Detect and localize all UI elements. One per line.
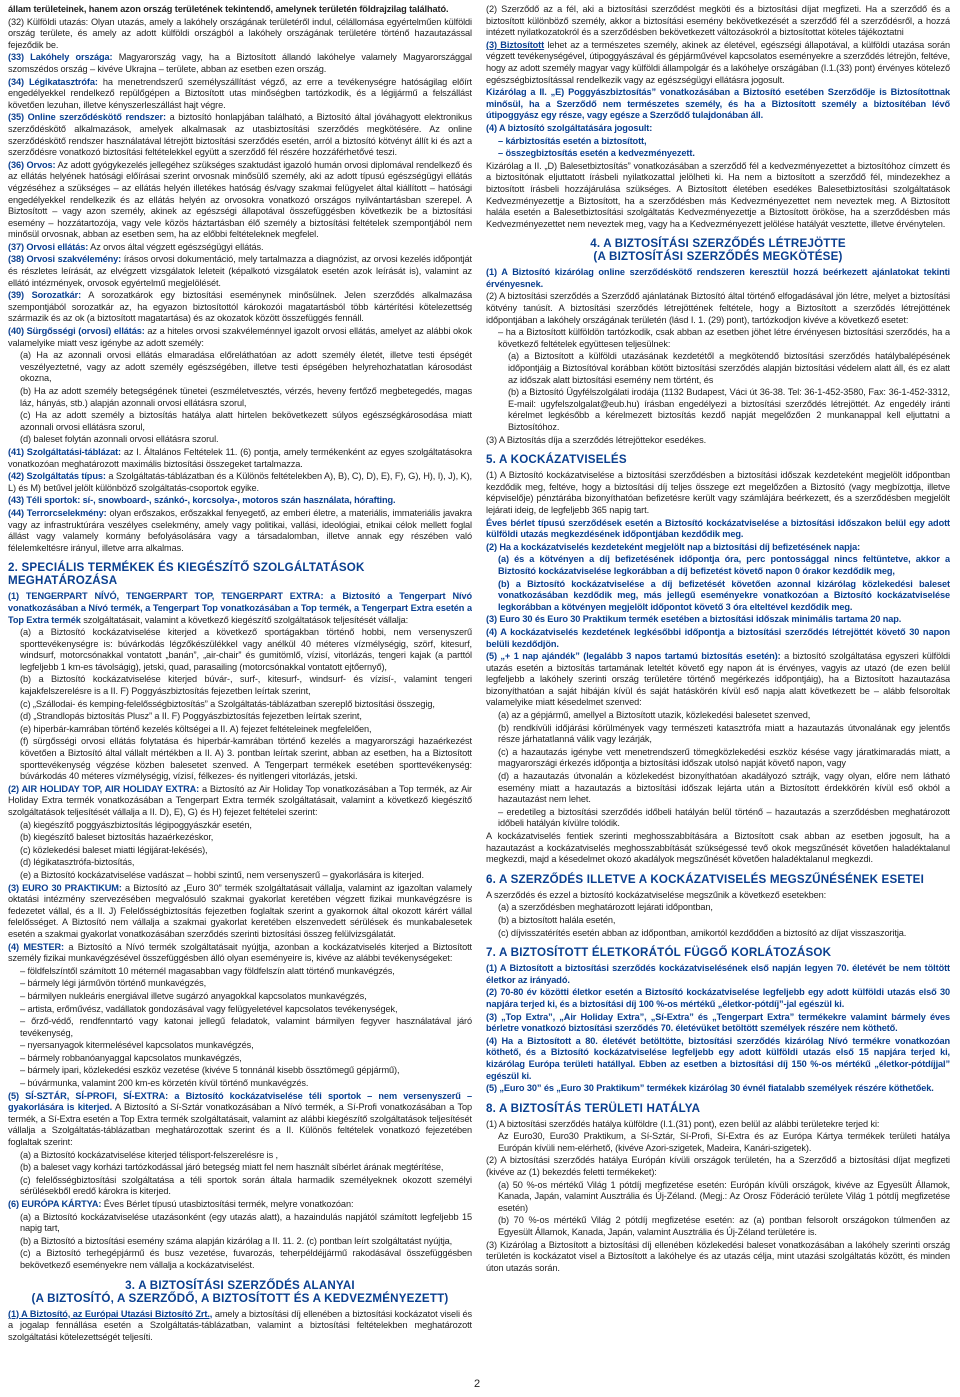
special-2-e: (e) a Biztosító kockázatviselése vadászat – hobbi szintű, nem versenyszerű – gyakorlására is kiterjed. — [20, 869, 424, 880]
contract-1: (1) A Biztosító kizárólag online szerződéskötő rendszeren keresztül hozzá beérkezett ajánlatokat tekinti érvényesnek. — [486, 267, 950, 289]
page-number: 2 — [474, 1378, 481, 1390]
section-4-subtitle: (A BIZTOSÍTÁSI SZERZŐDÉS MEGKÖTÉSE) — [593, 250, 843, 264]
def-40: (40) Sürgősségi (orvosi) ellátás: az a hiteles orvosi szakvéleménnyel igazolt orvosi ellátás, amelyet az alábbi okok valamelyike miatt vesz igénybe az adott személy: — [8, 326, 472, 348]
parties-4-note: Kizárólag a II. „D) Balesetbiztosítás” vonatkozásában a szerződő fél a kedvezményezettet a biztosítóhoz címzett és a biztosítónak eljuttatott írásbeli nyilatkozattal jelölheti ki. Ha nem a biztosított a szerződő fél, mindezekhez a biztosított írásbeli hozzájárulása szükséges. A Biztosított életében esedékes Balesetbiztosítási szolgáltatások Kedvezményezettje a Biztosított, ha a szerződésben más Kedvezményezettet nem neveztek meg. A Biztosított halála esetén a Balesetbiztosítási szolgáltatás Kedvezményezettje a Biztosított örököse, ha a szerződésben más Kedvezményezettet nem neveztek meg, vagy ha a Kedvezményezett jelölése hatályát vesztette, illetve érvénytelen. — [486, 160, 950, 229]
def-40-b: (b) Ha az adott személy betegségének tünetei (eszméletvesztés, vérzés, heveny fertőző megbetegedés, magas láz, hányás, stb.) alapján azonnali orvosi ellátásra szorul, — [20, 386, 472, 408]
special-1: (1) TENGERPART NÍVÓ, TENGERPART TOP, TENGERPART EXTRA: a Biztosító a Tengerpart Nívó vonatkozásában a Nívó termék, a Tengerpart Top vonatkozásában a Top termék, a Tengerpart Extra esetén a Top Extra termék szolgáltatásait, valamint a következő kiegészítő szolgáltatások teljesítését vállalja: — [8, 591, 472, 625]
special-5-c: (c) felelősségbiztosítási szolgáltatása a téli sportok során általa harmadik személyeknek okozott személyi sérülésekből eredő károkra is kiterjed. — [20, 1174, 472, 1197]
age-5: (5) „Euro 30” és „Euro 30 Praktikum” termékek kizárólag 30 évnél fiatalabb személyek részére köthetőek. — [486, 1083, 934, 1094]
special-5-b: (b) a baleset vagy korházi tartózkodással járó betegség miatt fel nem használt síbérlet árának megtérítése, — [20, 1162, 444, 1173]
special-2-a: (a) kiegészítő poggyászbiztosítás légipoggyászkár esetén, — [20, 819, 252, 830]
def-39: (39) Sorozatkár: A sorozatkárok egy biztosítási eseménynek minősülnek. Jelen szerződés alkalmazása szempontjából sorozatkár az, ha egyazon biztosítottól károkozói magatartásból több kártérítési kötelezettség származik és az ok (a biztosított magatartása) és az okozatok között összefüggés fennáll. — [8, 290, 472, 324]
def-44: (44) Terrorcselekmény: olyan erőszakos, erőszakkal fenyegető, az emberi életre, a materiális, immateriális javakra vagy az infrastruktúrára veszélyes cselekmény, amely vagy politikai, vallási, ideológiai, etnikai célok mellett foglal állást vagy valamely kormány befolyásolására vagy a társadalomban, illetve annak egy részében való félelemkeltésre irányul, illetve arra alkalmas. — [8, 507, 472, 553]
risk-2-a: (a) és a kötvényen a díj befizetésének időpontja óra, perc pontossággal nincs feltüntetve, akkor a Biztosító kockázatviselése legkorábban a díj befizetést követő napon 0 órakor kezdődik meg, — [498, 554, 950, 576]
def-36: (36) Orvos: Az adott gyógykezelés jellegéhez szükséges szaktudást igazoló humán orvosi diplomával rendelkező és az ellátás helyének hatósági előírásai szerint orvosnak minősülő személy, aki az adott típusú egészségügyi ellátás végzéséhez a szükséges – az ellátás helyén illetékes hatóság és/vagy szakmai felügyelet által kiállított – hatósági engedélyekkel rendelkezik és az ellátás helyén az orvosokra vonatkozó országos nyilvántartásban szerepel. A Biztosított – vagy azon személy, akinek az egészségi állapotával összefüggésben következik be a biztosítási esemény – hozzátartozója, vagy vele közös háztartásban élő személy a biztosítási feltételek szempontjából nem minősül orvosnak, abban az esetben sem, ha az előbbi feltételeknek megfelel. — [8, 159, 472, 240]
risk-5-a: (a) az a gépjármű, amellyel a Biztosított utazik, közlekedési balesetet szenved, — [498, 710, 811, 721]
special-6-a: (a) a Biztosító kockázatviselése utazásonként (egy utazás alatt), a hazaindulás napjától számított legfeljebb 15 napig tart, — [20, 1211, 472, 1234]
special-4: (4) MESTER: a Biztosító a Nívó termék szolgáltatásait nyújtja, azonban a kockázatviselés kiterjed a Biztosított személy fizikai munkavégzésével összefüggésben álló olyan eseményeire is, kivéve az alábbi tevékenységeket: — [8, 941, 472, 964]
special-4-list-item: – nyersanyagok kitermelésével kapcsolatos munkavégzés, — [20, 1040, 254, 1051]
parties-4-a: – kárbiztosítás esetén a biztosított, — [498, 135, 647, 146]
risk-5-d: (d) a hazautazás útvonalán a közlekedést bizonyíthatóan akadályozó sztrájk, vagy olyan, előre nem látható esemény miatt a hazautazás a biztosítási időszak lejárta után a Biztosított érdekkörén kívül eső okból a hazautazást nem lehet. — [498, 771, 950, 805]
def-34: (34) Légikatasztrófa: ha menetrendszerű személyszállítást végző, az erre a tevékenységre hatóságilag előírt engedélyekkel rendelkező repülőgépen a Biztosított utas minőségben tartózkodik, és a légijármű a felszállást követően lezuhan, illetve kényszerleszállást hajt végre. — [8, 76, 472, 110]
def-42: (42) Szolgáltatás típus: a Szolgáltatás-táblázatban és a Különös feltételekben A), B), C), D), E), F), G), H), I), J), K), L) és M) betűvel jelölt különböző szolgáltatás-csoportok egyike. — [8, 471, 472, 493]
risk-5-b: (b) rendkívüli időjárási körülmények vagy természeti katasztrófa miatt a hazautazás útvonalának egy jelentős része járhatatlanná válik vagy lezárják, — [498, 722, 950, 745]
contract-2-exception: – ha a Biztosított külföldön tartózkodik, csak abban az esetben jöhet létre érvényesen biztosítási szerződés, ha a következő feltételek együttesen teljesülnek: — [498, 327, 950, 349]
parties-1: (1) A Biztosító, az Európai Utazási Biztosító Zrt., amely a biztosítási díj ellenében a biztosítási kockázatot viseli és a jogalap fennállása esetén a Szolgáltatás-táblázatban, valamint a biztosítási feltételekben meghatározott szolgáltatási kötelezettségét teljesíti. — [8, 1308, 472, 1342]
risk-5-e: – eredetileg a biztosítási szerződés időbeli hatályán belül történő – hazautazás a szerződésben meghatározott időbeli hatályán kívülre tolódik. — [498, 806, 950, 829]
special-2-d: (d) légikatasztrófa-biztosítás, — [20, 857, 135, 868]
section-8-heading: 8. A BIZTOSÍTÁS TERÜLETI HATÁLYA — [486, 1101, 701, 1115]
special-2-c: (c) közlekedési baleset miatti légijárat-lekésés), — [20, 844, 208, 855]
risk-4: (4) A kockázatviselés kezdetének legkésőbbi időpontja a biztosítási szerződés létrejöttét követő 30 napon belüli kezdődjön. — [486, 626, 950, 649]
territory-2: (2) A biztosítási szerződés hatálya Európán kívüli országok területén, ha a Szerződő a biztosítási díjat megfizeti (kivéve az (1) bekezdés feletti termékeket): — [486, 1155, 950, 1178]
continued-text: állam területeinek, hanem azon ország területének tekintendő, amelynek területén földrajzilag található. — [8, 4, 449, 14]
special-6-c: (c) a Biztosító terhegépjármű és busz vezetése, fuvarozás, teherpéldéjjármű rakodásával összefüggésben bekövetkező eseményekre nem vállalja a kockázatviselést. — [20, 1248, 472, 1270]
parties-4: (4) A biztosító szolgáltatására jogosult: — [486, 122, 653, 133]
special-5-a: (a) a Biztosító kockázatviselése kiterjed télisport-felszerelésre is , — [20, 1149, 279, 1160]
section-7-heading: 7. A BIZTOSÍTOTT ÉLETKORÁTÓL FÜGGŐ KORLÁTOZÁSOK — [486, 946, 832, 960]
def-40-c: (c) Ha az adott személy a biztosítás hatálya alatt hirtelen bekövetkezett súlyos egészségkárosodása miatt azonnali orvosi ellátásra szorul, — [20, 410, 472, 432]
section-4-title: 4. A BIZTOSÍTÁSI SZERZŐDÉS LÉTREJÖTTE — [590, 237, 846, 251]
contract-3: (3) A Biztosítás díja a szerződés létrejöttekor esedékes. — [486, 434, 707, 445]
special-1-e: (e) hiperbár-kamrában történő kezelés költségei a II. A) fejezet feltételeinek megfelelően, — [20, 723, 372, 734]
risk-1: (1) A Biztosító kockázatviselése a biztosítási szerződésben a biztosítási időszak kezdeteként megjelölt időpontban kezdődik meg, feltéve, hogy a biztosítási díj teljes összege ezt megelőzően a Biztosító (vagy megbízottja, illetve képviselője) pénztárába bizonyíthatóan befizetésre került vagy számlájára beérkezett, és a szerződésben megjelölt lejárati ideig, de legfeljebb 365 napig tart. — [486, 470, 950, 515]
def-38: (38) Orvosi szakvélemény: írásos orvosi dokumentáció, mely tartalmazza a diagnózist, az orvosi kezelés időpontját és részletes leírását, az elvégzett vizsgálatok leleteit (képalkotó vizsgálatok esetén azok leírását is), valamint az ellátó intézmények, orvosok egyértelmű megjelölését. — [8, 254, 472, 288]
risk-5-extension: A kockázatviselés fentiek szerinti meghosszabbítására a Biztosított csak abban az esetben jogosult, ha a hazautazást a kockázatviselés meghosszabbítását szükségessé tevő okok megszűnését követően haladéktalanul megkezdi, majd a késedelmet okozó akadályok megszűnését követően haladéktalanul megkezdi. — [486, 831, 950, 865]
def-40-d: (d) baleset folytán azonnali orvosi ellátásra szorul. — [20, 434, 219, 445]
def-41: (41) Szolgáltatási-táblázat: az I. Általános Feltételek 11. (6) pontja, amely termékenként az egyes szolgáltatásokra vonatkozóan meghatározott maximális biztosítási összegeket tartalmazza. — [8, 446, 472, 469]
special-1-b: (b) a Biztosító kockázatviselése kiterjed búvár-, surf-, kitesurf-, windsurf- és vízisí-, valamint tengeri kajakfelszerelésre is a II. F) Poggyászbiztosítás fejezetben leírtak szerint, — [20, 674, 472, 697]
termination-b: (b) a biztosított halála esetén, — [498, 914, 616, 925]
termination-intro: A szerződés és ezzel a biztosító kockázatviselése megszűnik a következő esetekben: — [486, 889, 827, 900]
age-4: (4) Ha a Biztosított a 80. életévét betöltötte, biztosítási szerződés kizárólag Nívó termékre vonatkozóan köthető, és a Biztosító kockázatviselése legfeljebb egy adott külföldi utazás első 15 napjára terjed ki, kizárólag Európa területi hatállyal. Ebben az esetben a biztosítási díj 150 %-os mértékű „életkor-pótdíjjal” egészül ki. — [486, 1035, 950, 1081]
special-4-list-item: – bármilyen nukleáris energiával illetve sugárzó anyagokkal kapcsolatos munkavégzés, — [20, 990, 367, 1001]
special-1-a: (a) a Biztosító kockázatviselése kiterjed a következő sportágakban történő hobbi, nem versenyszerű sporttevékenységre is: búvárkodás légzőkészülékkel vagy anélkül 40 méteres vízmélységig, szörf, kitesurf, windsurf, motorcsónakkal vontatott „banán”, „air-chair” és gumitömlő, vízisí, vitorlázás, tengeri kajak (a parttól legfeljebb 1 km-es távolságig), jetski, quad, parasailing (motorcsónakkal vontatott ejtőernyő), — [20, 627, 472, 672]
territory-2-a: (a) 50 %-os mértékű Világ 1 pótdíj megfizetése esetén: Európán kívüli országok, kivéve az Egyesült Államok, Kanada, Japán, valamint Ausztrália és Új-Zéland. (Megj.: Az Orosz Föderáció területe Világ 1 pótdíj megfizetése esetén) — [498, 1179, 950, 1213]
section-3-subtitle: (A BIZTOSÍTÓ, A SZERZŐDŐ, A BIZTOSÍTOTT ÉS A KEDVEZMÉNYEZETT) — [31, 1291, 449, 1305]
special-4-list-item: – bármely robbanóanyaggal kapcsolatos munkavégzés, — [20, 1052, 242, 1063]
age-3: (3) „Top Extra”, „Air Holiday Extra”, „Sí-Extra” és „Tengerpart Extra” termékekre valamint bármely éves bérletre vonatkozó biztosítási szerződés 70. életévüket betöltött személyek részére nem köthető. — [486, 1011, 950, 1034]
risk-1-annual: Éves bérlet típusú szerződések esetén a Biztosító kockázatviselése a biztosítási időszakon belül egy adott külföldi utazás megkezdésének időpontjában kezdődik meg. — [486, 517, 950, 540]
def-37: (37) Orvosi ellátás: Az orvos által végzett egészségügyi ellátás. — [8, 241, 264, 252]
age-1: (1) A Biztosított a biztosítási szerződés kockázatviselésének első napján legyen 70. életévét be nem töltött életkor az irányadó. — [486, 963, 950, 985]
risk-2-b: (b) a Biztosító kockázatviselése a díj befizetését követően azonnal kizárólag közlekedési baleset vonatkozásában kezdődik meg, más jellegű eseményekre vonatkozóan a Biztosító kockázatviselése legkorábban a kötvényen megjelölt időpontot követő 3 óra elteltével kezdődik meg. — [498, 578, 950, 612]
special-4-list-item: – bármely légi járművön történő munkavégzés, — [20, 978, 207, 989]
def-40-a: (a) Ha az azonnali orvosi ellátás elmaradása előreláthatóan az adott személy életét, illetve testi épségét veszélyeztetné, vagy az adott személy egészségében, illetve testi épségében helyrehozhatatlan károsodást okozna, — [20, 350, 472, 384]
special-5: (5) SÍ-SZTÁR, SÍ-PROFI, SÍ-EXTRA: a Biztosító kockázatviselése téli sportok – nem versenyszerű – gyakorlására is kiterjed. A Biztosító a Sí-Sztár vonatkozásában a Nívó termék, a Sí-Profi vonatkozásában a Top termék, a Sí-Extra esetén a Top Extra termék szolgáltatásait, valamint az alábbi kiegészítő szolgáltatások teljesítését vállalja a Szolgáltatás-táblázatban meghatározottak szerint és a II. Különös feltételek vonatkozó fejezetében foglaltak szerint: — [8, 1090, 472, 1148]
risk-3: (3) Euro 30 és Euro 30 Praktikum termék esetében a biztosítási időszak minimális tartama 20 nap. — [486, 614, 902, 625]
special-4-list-item: – földfelszíntől számított 10 méternél magasabban vagy földfelszín alatt történő munkavégzés, — [20, 965, 395, 976]
special-1-d: (d) „Strandlopás biztosítás Plusz” a II. F) Poggyászbiztosítás fejezetben leírtak szerint, — [20, 711, 362, 722]
section-2-heading: 2. SPECIÁLIS TERMÉKEK ÉS KIEGÉSZÍTŐ SZOLGÁLTATÁSOK MEGHATÁROZÁSA — [8, 561, 365, 588]
age-2: (2) 70-80 év közötti életkor esetén a Biztosító kockázatviselése legfeljebb egy adott külföldi utazás első 30 napjára terjed ki, és a biztosítási díj 100 %-os mértékű „életkor-pótdíj”-jal egészül ki. — [486, 987, 950, 1009]
special-2: (2) AIR HOLIDAY TOP, AIR HOLIDAY EXTRA: a Biztosító az Air Holiday Top vonatkozásában a Top termék, az Air Holiday Extra termék vonatkozásában a Tengerpart Extra termék szolgáltatásait, valamint a következő kiegészítő szolgáltatások teljesítését vállalja a II. D), E), G) és H) fejezet feltételei szerint: — [8, 783, 472, 817]
parties-3: (3) Biztosított lehet az a természetes személy, akinek az életével, egészségi állapotával, a külföldi utazása során végzett tevékenységével, útipoggyászával és gépjárművével kapcsolatos eseményekre a szerződés létrejön, feltéve, hogy az adott személy magyar vagy külföldi állampolgár és a lakóhelye országában (I.1.(33) pont) érvényes kötelező egészségbiztosítással rendelkezik vagy az egészségügyi ellátásra jogosult. — [486, 39, 950, 85]
special-2-b: (b) kiegészítő baleset biztosítás hazaérkezéskor, — [20, 832, 214, 843]
territory-1-note: Az Euro30, Euro30 Praktikum, a Sí-Sztár, Sí-Profi, Sí-Extra és az Európa Kártya termékek területi hatálya Európán kívüli nem-elérhető, (kivéve Azori-szigetek, Madeira, Kanári-szigetek). — [498, 1131, 950, 1153]
territory-3: (3) Kizárólag a Biztosított a biztosítási díj ellenében közlekedési baleset vonatkozásában a lakóhely szerinti ország területén is kockázatot visel a Biztosított a lakóhelye és az utazás célja, mint utazási szolgáltatás között, és minden úton utazás során. — [486, 1239, 950, 1273]
risk-5: (5) „+ 1 nap ajándék” (legalább 3 napos tartamú biztosítás esetén): a biztosító szolgáltatása egyszeri külföldi utazás esetén a biztosítás tartamának leteltét követő egy napon át is érvényes, vagyis az utazó (de ezen belül legfeljebb a lakóhely szerinti ország területére történő megérkezés időpontjáig), ha a Biztosított hazautazása bizonyíthatóan a saját hibáján kívül és saját hatáskörén kívül eső napja alatt következett be – alább felsoroltak valamelyike miatt késedelmet szenved: — [486, 651, 950, 708]
section-6-heading: 6. A SZERZŐDÉS ILLETVE A KOCKÁZATVISELÉS MEGSZŰNÉSÉNEK ESETEI — [486, 872, 924, 886]
left-column — [8, 4, 472, 1376]
section-3-heading — [8, 1279, 472, 1305]
contract-2-b: (b) a Biztosító Ügyfélszolgálati irodája (1132 Budapest, Váci út 36-38. Tel: 36-1-452-3580, Fax: 36-1-452-3312, E-mail: ugyfelszolgalat@eub.hu) írásban engedélyezi a biztosítási szerződés létrejöttét. Az engedély iránti kérelmet legkésőbb a kérelmezett biztosítás kezdő napját megelőzően 2 munkanappal kell eljuttatni a Biztosítóhoz. — [508, 387, 950, 432]
special-3: (3) EURO 30 PRAKTIKUM: a Biztosító az „Euro 30” termék szolgáltatásait vállalja, valamint az igazoltan valamely oktatási intézmény szervezésében megvalósuló szakmai gyakorlat keretében végzett fizikai munkavégzésre is fedezetet vállal, és a II. J) Felelősségbiztosítás fejezetben foglaltak szerint a gyakornok által okozott kárért vállal felelősséget. A Biztosító nem vállalja a szakmai gyakorlat keretében elszenvedett sérülések és munkabalesetek esetén a szakmai gyakorlat vonatkozásában szerződés szerinti biztosítási összeg felülvizsgálatát. — [8, 882, 472, 939]
def-33: (33) Lakóhely országa: Magyarország vagy, ha a Biztosított állandó lakóhelye valamely Magyarországgal szomszédos ország – kivéve Ukrajna – területe, abban az esetben ezen ország. — [8, 52, 472, 74]
section-5-heading: 5. A KOCKÁZATVISELÉS — [486, 453, 627, 467]
parties-2: (2) Szerződő az a fél, aki a biztosítási szerződést megköti és a biztosítási díjat megfizeti. Ha a szerződő és a biztosított különböző személy, akkor a biztosítási esemény bekövetkezését a szerződő fél a szerződésről, a hozzá intézett nyilatkozatokról és a szerződésben bekövetkezett változásokról a biztosítottat köteles tájékoztatni — [486, 4, 950, 38]
special-1-f: (f) sürgősségi orvosi ellátás folytatása és hiperbár-kamrában történő kezelés a magyarországi hazaérkezést követően a Biztosító által vállalt mértékben a II. A) 3. pontban leírtak szerint, abban az esetben, ha a Biztosított sporttevékenység végzése közben balesetet szenved. A Tengerpart termékek esetében sporttevékenység: búvárkodás 40 méteres vízmélységig, vízisí, félkezes- és nyitlengeri vitorlázás, jetski. — [20, 736, 472, 782]
section-4-heading — [486, 237, 950, 263]
risk-5-c: (c) a hazautazás igénybe vett menetrendszerű tömegközlekedési eszköz késése vagy járatkimaradás miatt, a magyarországi érkezés időpontja a biztosítási időszak utolsó napját követő napon, vagy — [498, 746, 950, 769]
territory-1: (1) A biztosítási szerződés hatálya külföldre (I.1.(31) pont), ezen belül az alábbi területekre terjed ki: — [486, 1118, 880, 1129]
territory-2-b: (b) 70 %-os mértékű Világ 2 pótdíj megfizetése esetén: az (a) pontban felsorolt országokon túlmenően az Egyesült Államok, Kanada, Japán, valamint Ausztrália és Új-Zéland területére is. — [498, 1215, 950, 1238]
special-4-list-item: – őrző-védő, rendfenntartó vagy katonai jellegű feladatok, valamint bármilyen fegyver használatával járó tevékenység, — [20, 1016, 472, 1038]
parties-3-note: Kizárólag a II. „E) Poggyászbiztosítás” vonatkozásában a Biztosító esetében Szerződője is Biztosítottnak minősül, ha a Szerződő nem természetes személy, és ha a Biztosított személy a biztosítéban lévő útipoggyász egy része, vagy egésze a Szerződő tulajdonában áll. — [486, 87, 950, 121]
def-32: (32) Külföldi utazás: Olyan utazás, amely a lakóhely országának területéről indul, célállomása egyértelműen külföldi ország területe, és amely az adott külföldi országból a lakóhely országának területére történő hazautazással fejeződik be. — [8, 16, 472, 50]
parties-4-b: – összegbiztosítás esetén a kedvezményezett. — [498, 148, 695, 159]
special-1-c: (c) „Szállodai- és kemping-felelősségbiztosítás” a Szolgáltatás-táblázatban szereplő biztosítási összegig, — [20, 698, 435, 709]
def-35: (35) Online szerződéskötő rendszer: a biztosító honlapjában található, a Biztosító által jóváhagyott elektronikus szerződéskötő alkalmazások, amelyek alkalmasak az utasbiztosítási szerződés megkötésére. Az online szerződéskötő rendszer használatával létrejött biztosítási szerződés esetén, arról a biztosító kötvényt állít ki és azt a szerződésre vonatkozó biztosítási feltételekkel együtt a szerződő fél részére hozzáférhetővé teszi. — [8, 112, 472, 158]
contract-2-a: (a) a Biztosított a külföldi utazásának kezdetétől a megkötendő biztosítási szerződés hatálybalépésének időpontjáig a Biztosítóval korábban kötött biztosítási szerződés alapján biztosítási védelem alatt áll, és ez alatt az időszak alatt biztosítási esemény nem történt, és — [508, 351, 950, 385]
termination-c: (c) díjvisszatérítés esetén abban az időpontban, amikortól kezdődően a biztosító az díjat visszaszoritja. — [498, 927, 907, 938]
def-43: (43) Téli sportok: sí-, snowboard-, szánkó-, korcsolya-, motoros szán használata, hórafting. — [8, 495, 396, 506]
risk-2: (2) Ha a kockázatviselés kezdeteként megjelölt nap a biztosítási díj befizetésének napja: — [486, 541, 861, 552]
special-6-b: (b) a Biztosító a biztosítási esemény száma alapján kizárólag a II. 11. 2. (c) pontban leírt szolgáltatást nyújtja, — [20, 1235, 453, 1246]
special-6: (6) EURÓPA KÁRTYA: Éves Bérlet típusú utasbiztosítási termék, melyre vonatkozóan: — [8, 1199, 354, 1209]
contract-2: (2) A biztosítási szerződés a Szerződő ajánlatának Biztosító által történő elfogadásával jön létre, melyet a biztosítási kötvény tanúsít. A biztosítási szerződés létrejöttének feltétele, hogy a Biztosított a szerződés létrejöttének időpontjában a lakóhely országának területén (lásd I. 1. (29) pont), tartózkodjon kivéve a következő esetet: — [486, 291, 950, 325]
special-4-list-item: – artista, erőművész, vadállatok gondozásával vagy felügyeletével kapcsolatos tevékenységek, — [20, 1003, 398, 1014]
special-4-list-item: – búvármunka, valamint 200 km-es körzetén kívül történő munkavégzés. — [20, 1078, 309, 1089]
special-4-list-item: – bármely ipari, közlekedési eszköz vezetése (kivéve 5 tonnánál kisebb össztömegű gépjármű), — [20, 1065, 400, 1076]
section-3-title: 3. A BIZTOSÍTÁSI SZERZŐDÉS ALANYAI — [125, 1278, 355, 1292]
right-column — [486, 4, 950, 1376]
termination-a: (a) a szerződésben meghatározott lejárati időpontban, — [498, 902, 713, 913]
